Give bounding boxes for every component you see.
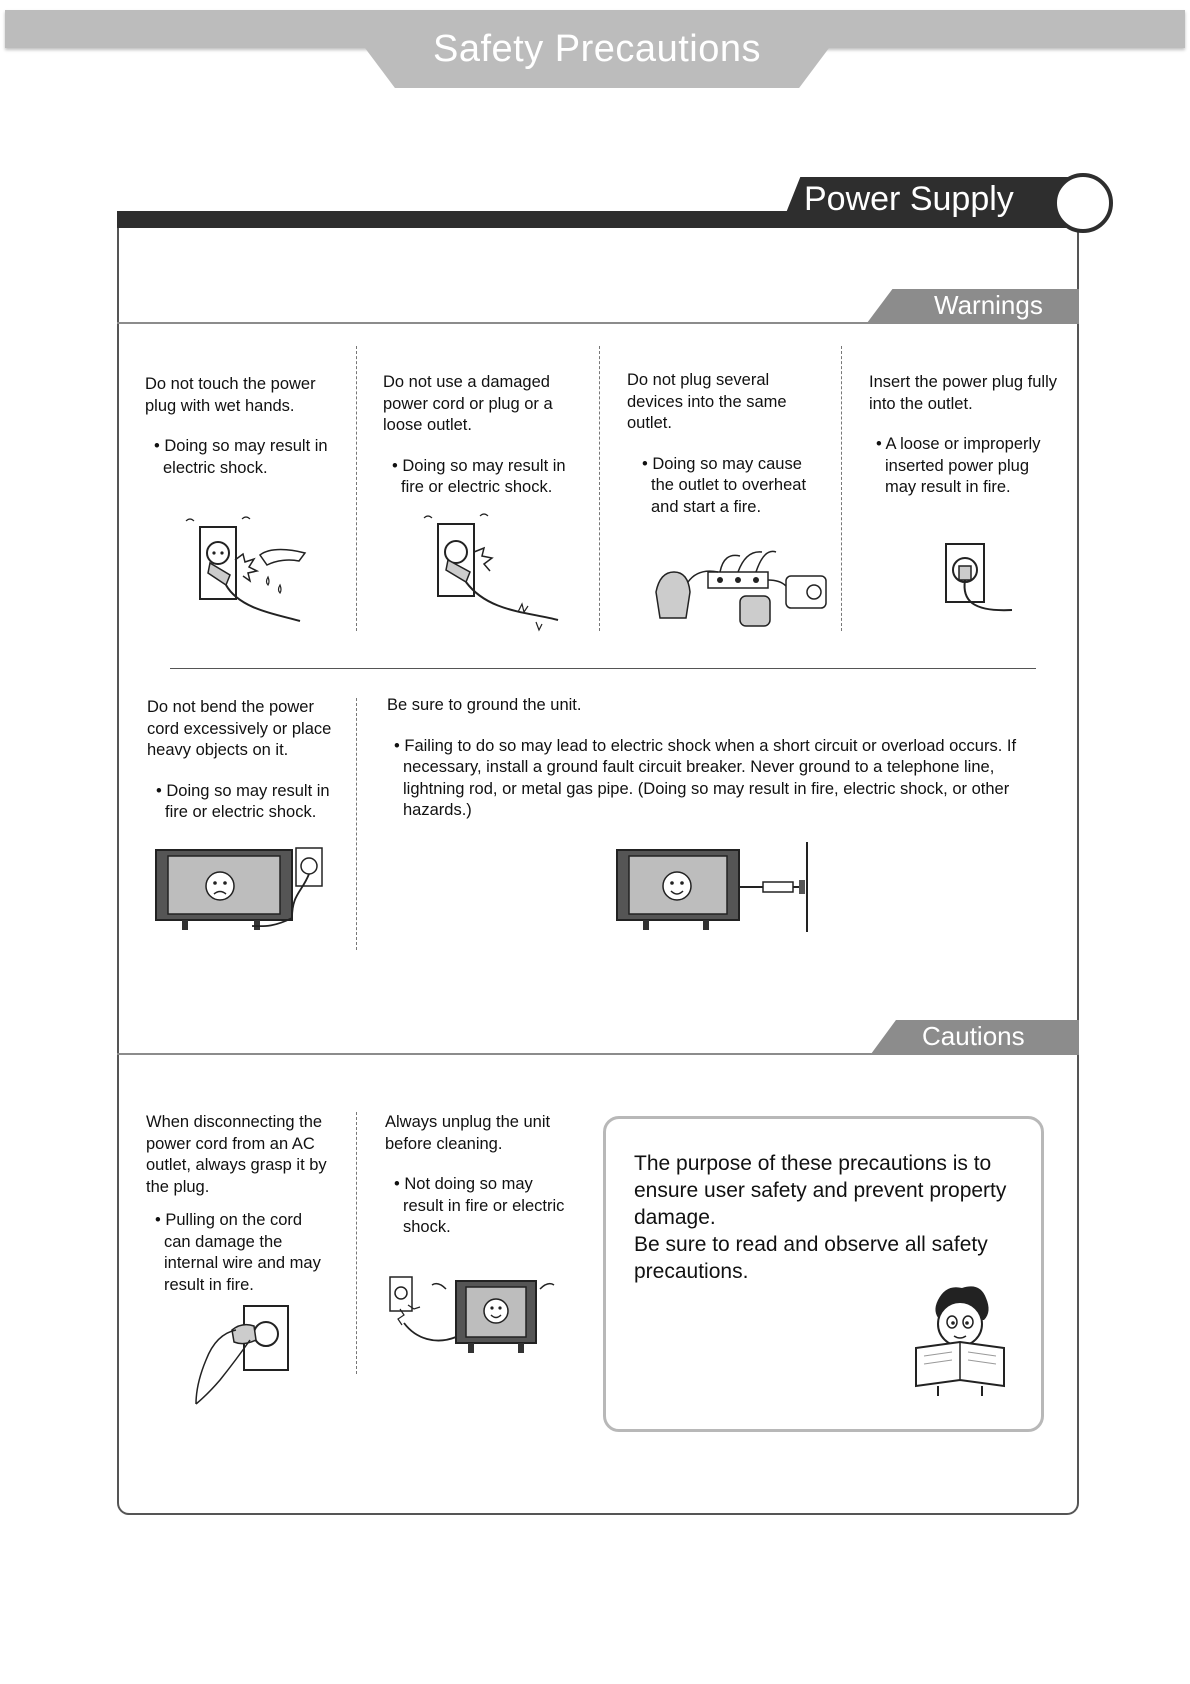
caution-bullet: • Pulling on the cord can damage the internal wire and may result in fire. [155, 1211, 321, 1294]
warning-bullet: • Doing so may result in fire or electric shock. [156, 781, 330, 821]
reading-person-illustration [908, 1282, 1012, 1397]
warning-text: Do not touch the power plug with wet hands. [145, 375, 316, 415]
caution-item [385, 1112, 571, 1239]
warning-item [147, 697, 337, 824]
warning-text: Be sure to ground the unit. [387, 696, 582, 714]
plug-in-outlet-illustration [942, 540, 1014, 620]
info-line-2: Be sure to read and observe all safety precautions. [634, 1233, 988, 1283]
warning-text: Insert the power plug fully into the outlet. [869, 373, 1058, 413]
cautions-divider [117, 1053, 1079, 1055]
column-divider [356, 346, 357, 631]
info-text [634, 1150, 1014, 1285]
column-divider [841, 346, 842, 631]
column-divider [356, 1112, 357, 1374]
section-title: Power Supply [804, 180, 1014, 218]
warning-bullet: • Doing so may cause the outlet to overheat and start a fire. [642, 454, 807, 516]
warning-item [145, 374, 335, 479]
caution-text: Always unplug the unit before cleaning. [385, 1113, 551, 1153]
warning-item [869, 372, 1059, 499]
wet-hands-plug-illustration [180, 515, 320, 625]
column-divider [356, 698, 357, 950]
cautions-label: Cautions [922, 1021, 1025, 1051]
caution-text: When disconnecting the power cord from an AC outlet, always grasp it by the plug. [146, 1113, 327, 1196]
page-title: Safety Precautions [433, 28, 761, 70]
warning-bullet: • Doing so may result in fire or electric shock. [392, 456, 566, 496]
warnings-label: Warnings [934, 290, 1043, 320]
warnings-divider [117, 322, 1079, 324]
caution-item [146, 1112, 332, 1296]
damaged-cord-illustration [418, 512, 568, 632]
grounded-tv-illustration [615, 842, 815, 934]
warning-item [627, 370, 812, 518]
warning-text: Do not use a damaged power cord or plug or a loose outlet. [383, 373, 553, 434]
warning-item [383, 372, 573, 499]
caution-bullet: • Not doing so may result in fire or electric shock. [394, 1175, 565, 1236]
warning-text: Do not bend the power cord excessively or place heavy objects on it. [147, 698, 332, 759]
warning-item [387, 695, 1032, 822]
warning-bullet: • Failing to do so may lead to electric shock when a short circuit or overload occurs. If necessary, install a ground fault circuit breaker. Never ground to a telephone line, lightning rod, or metal gas pipe. (Doing so may result in fire, electric shock, or other hazards.) [394, 736, 1017, 819]
row-divider [170, 668, 1036, 669]
warning-bullet: • A loose or improperly inserted power plug may result in fire. [876, 435, 1041, 496]
warning-bullet: • Doing so may result in electric shock. [154, 437, 328, 477]
info-line-1: The purpose of these precautions is to ensure user safety and prevent property damage. [634, 1152, 1007, 1229]
column-divider [599, 346, 600, 631]
warning-text: Do not plug several devices into the same outlet. [627, 371, 787, 432]
unplug-tv-illustration [386, 1275, 566, 1357]
overloaded-outlet-illustration [648, 542, 833, 634]
bent-cord-tv-illustration [152, 842, 332, 934]
section-circle-icon [1053, 173, 1113, 233]
hand-unplug-illustration [192, 1300, 292, 1406]
